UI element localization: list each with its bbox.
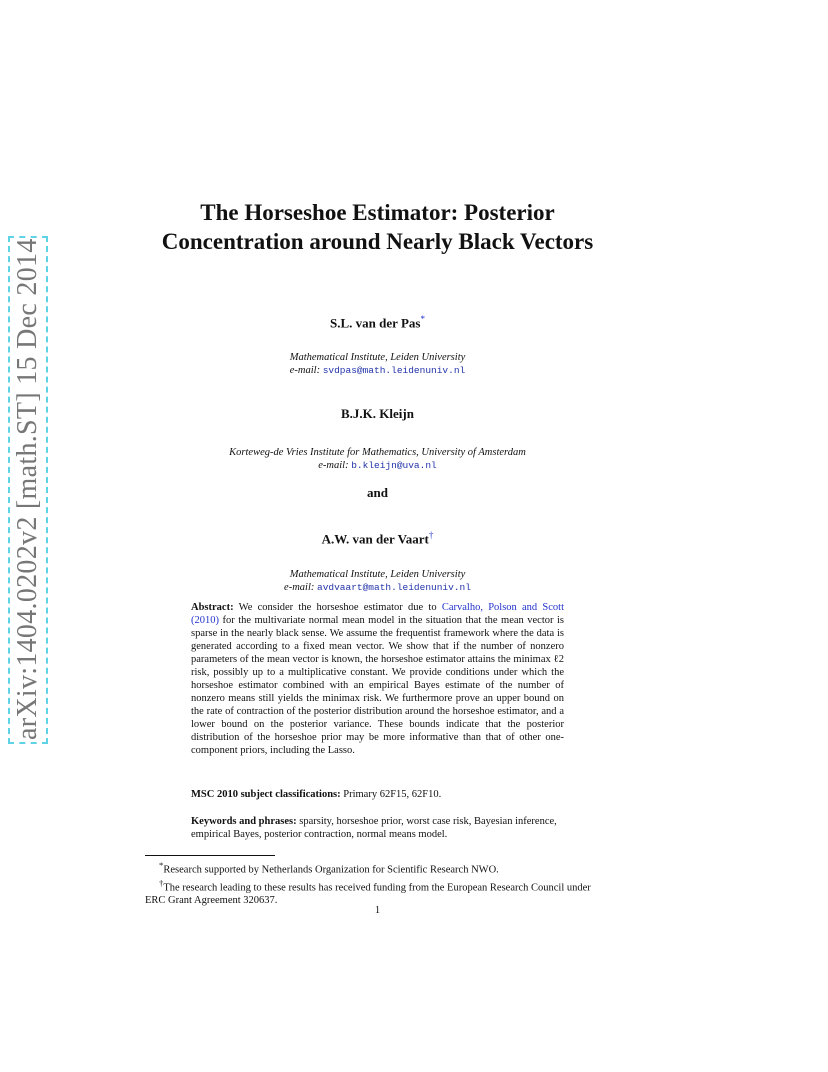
author-affiliation (100, 568, 655, 594)
author-name (140, 530, 615, 547)
author-footnote-mark[interactable]: † (428, 530, 434, 540)
footnote-rule (145, 855, 275, 856)
abstract-text: We consider the horseshoe estimator due to (238, 602, 437, 613)
author-name-text: S.L. van der Pas (330, 315, 421, 331)
msc-text: Primary 62F15, 62F10. (343, 789, 442, 800)
msc-classifications (191, 789, 564, 800)
affiliation-text: Korteweg-de Vries Institute for Mathematics, University of Amsterdam (229, 447, 526, 458)
email-link[interactable]: svdpas@math.leidenuniv.nl (322, 365, 466, 376)
author-affiliation (100, 446, 655, 472)
and-separator: and (367, 485, 388, 500)
affiliation-text: Mathematical Institute, Leiden University (289, 569, 466, 580)
page-number: 1 (374, 905, 381, 916)
citation-link[interactable]: Carvalho, Polson and Scott (2010) (191, 602, 565, 626)
email-link[interactable]: b.kleijn@uva.nl (351, 460, 437, 471)
footnote (145, 859, 610, 877)
abstract-text: for the multivariate normal mean model in the situation that the mean vector is sparse in the nearly black sense. We assume the frequentist framework where the data is generated according to a fixed mean vector. We show that if the number of nonzero parameters of the mean vector is known, the horseshoe estimator attains the minimax ℓ2 risk, possibly up to a multiplicative constant. We provide conditions under which the horseshoe estimator combined with an empirical Bayes estimate of the number of nonzero means still yields the minimax risk. We furthermore prove an upper bound on the rate of contraction of the posterior distribution around the horseshoe estimator, and a lower bound on the posterior variance. These bounds indicate that the posterior distribution of the horseshoe prior may be more informative than that of other one-component priors, including the Lasso. (191, 615, 564, 756)
msc-label: MSC 2010 subject classifications: (191, 789, 341, 800)
author-name-text: B.J.K. Kleijn (341, 406, 414, 421)
author-name-text: A.W. van der Vaart (321, 531, 429, 547)
author-name (140, 314, 615, 331)
footnote (145, 877, 610, 908)
email-label: e-mail: (284, 582, 315, 593)
footnote-text: Research supported by Netherlands Organization for Scientific Research NWO. (163, 864, 499, 876)
author-footnote-mark[interactable]: * (420, 314, 425, 324)
abstract (191, 601, 564, 757)
email-label: e-mail: (318, 460, 349, 471)
footnote-text: The research leading to these results has received funding from the European Research Council under ERC Grant Agreement 320637. (145, 882, 591, 906)
email-link[interactable]: avdvaart@math.leidenuniv.nl (317, 582, 471, 593)
keywords-label: Keywords and phrases: (191, 816, 297, 827)
keywords-text: sparsity, horseshoe prior, worst case risk, Bayesian inference, empirical Bayes, posterior contraction, normal means model. (191, 816, 557, 840)
paper-title: The Horseshoe Estimator: Posterior Concentration around Nearly Black Vectors (161, 200, 594, 254)
affiliation-text: Mathematical Institute, Leiden University (289, 352, 466, 363)
arxiv-stamp: arXiv:1404.0202v2 [math.ST] 15 Dec 2014 (12, 238, 43, 740)
email-label: e-mail: (289, 365, 321, 376)
footnote-mark: † (159, 877, 164, 888)
keywords (191, 815, 564, 841)
footnotes (145, 859, 610, 907)
abstract-label: Abstract: (191, 602, 234, 613)
author-name (140, 406, 615, 422)
footnote-mark: * (159, 860, 164, 870)
author-affiliation (100, 351, 655, 377)
